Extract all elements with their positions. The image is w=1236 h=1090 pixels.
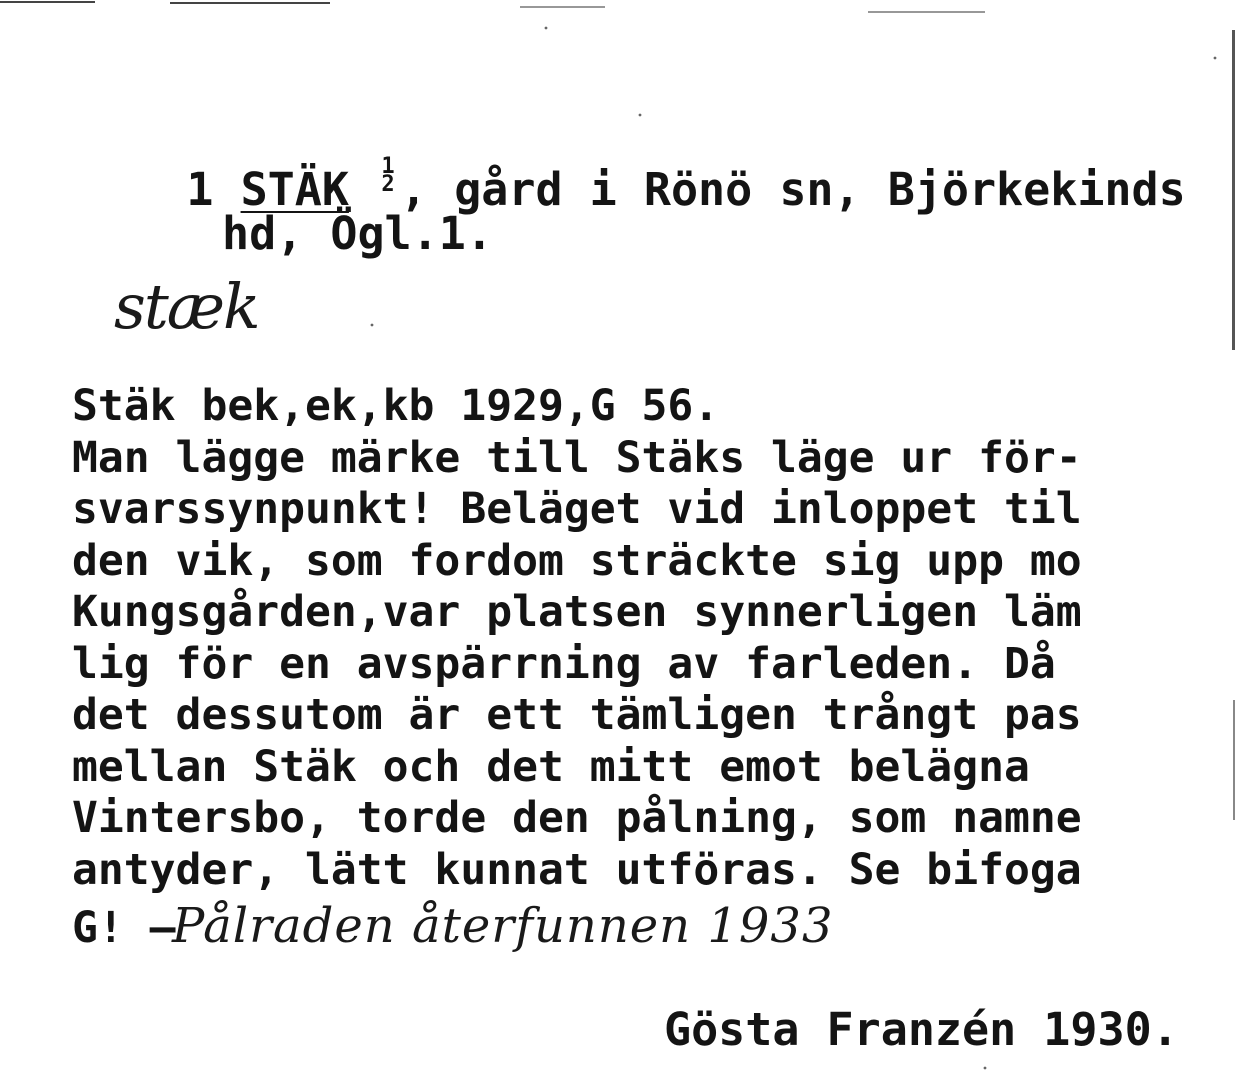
body-line: Kungsgården,var platsen synnerligen läm	[72, 587, 1082, 637]
entry-heading-continuation: hd, Ögl.1.	[222, 207, 493, 260]
body-line: Man lägge märke till Stäks läge ur för-	[72, 432, 1082, 483]
body-line: Vintersbo, torde den pålning, som namne	[72, 793, 1082, 843]
share-fraction	[376, 154, 400, 197]
body-line: Stäk bek,ek,kb 1929,G 56.	[72, 381, 720, 431]
body-text	[72, 381, 1236, 896]
fraction-numerator: 1	[381, 154, 395, 179]
fraction-denominator: 2	[381, 172, 395, 197]
entry-heading-rest: , gård i Rönö sn, Björkekinds	[400, 163, 1186, 216]
entry-number: 1	[186, 163, 214, 216]
handwritten-phonetic: stæk	[114, 270, 259, 343]
body-line: den vik, som fordom sträckte sig upp mo	[72, 535, 1082, 586]
body-line: lig för en avspärrning av farleden. Då	[72, 638, 1056, 689]
signature: Gösta Franzén 1930.	[664, 1003, 1179, 1056]
body-line: det dessutom är ett tämligen trångt pas	[72, 690, 1082, 740]
body-line: mellan Stäk och det mitt emot belägna	[72, 741, 1030, 792]
last-line-prefix: G! –	[72, 903, 176, 953]
entry-word: STÄK	[240, 163, 349, 216]
body-line: antyder, lätt kunnat utföras. Se bifoga	[72, 844, 1082, 895]
handwritten-note: Pålraden återfunnen 1933	[172, 898, 834, 954]
body-line: svarssynpunkt! Beläget vid inloppet til	[72, 484, 1082, 534]
